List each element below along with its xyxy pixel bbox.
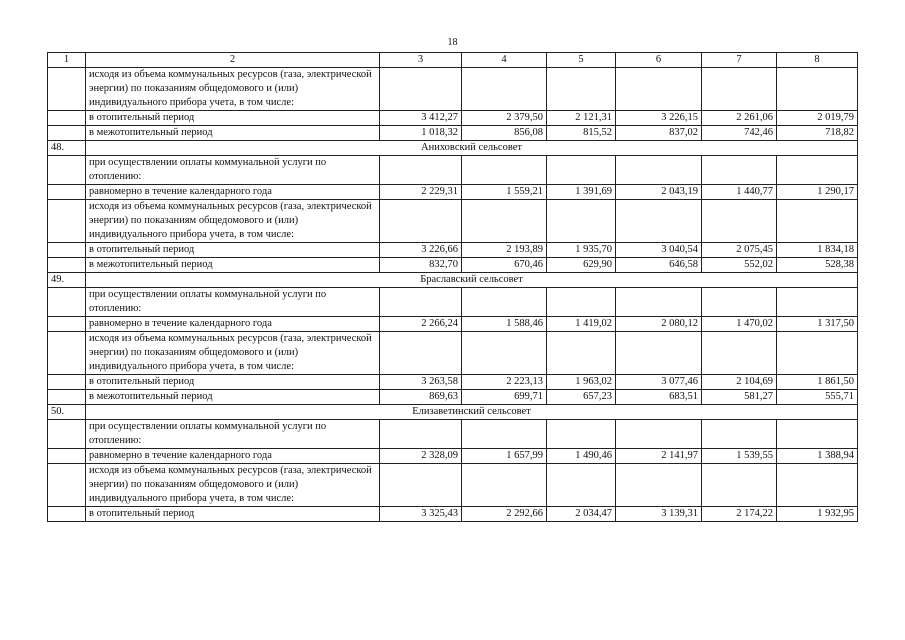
row-label: равномерно в течение календарного года bbox=[86, 449, 380, 464]
value-cell bbox=[702, 288, 777, 317]
value-cell: 1 834,18 bbox=[777, 243, 858, 258]
empty-cell bbox=[48, 156, 86, 185]
tariff-table bbox=[47, 52, 858, 522]
value-cell bbox=[616, 288, 702, 317]
row-label: в межотопительный период bbox=[86, 126, 380, 141]
value-cell bbox=[547, 464, 616, 507]
empty-cell bbox=[48, 200, 86, 243]
empty-cell bbox=[48, 243, 86, 258]
value-cell: 837,02 bbox=[616, 126, 702, 141]
value-cell bbox=[380, 420, 462, 449]
value-cell bbox=[777, 332, 858, 375]
value-cell: 2 075,45 bbox=[702, 243, 777, 258]
value-cell bbox=[616, 420, 702, 449]
table-row bbox=[48, 390, 858, 405]
column-header: 8 bbox=[777, 53, 858, 68]
row-label: исходя из объема коммунальных ресурсов (газа, электрической энергии) по показаниям общедомового и (или) индивидуального прибора учета, в том числе: bbox=[86, 332, 380, 375]
value-cell: 2 104,69 bbox=[702, 375, 777, 390]
value-cell: 683,51 bbox=[616, 390, 702, 405]
row-label: при осуществлении оплаты коммунальной услуги по отоплению: bbox=[86, 156, 380, 185]
value-cell bbox=[616, 332, 702, 375]
table-row bbox=[48, 200, 858, 243]
section-row bbox=[48, 273, 858, 288]
empty-cell bbox=[48, 332, 86, 375]
value-cell bbox=[380, 288, 462, 317]
value-cell: 3 325,43 bbox=[380, 507, 462, 522]
value-cell bbox=[462, 464, 547, 507]
empty-cell bbox=[48, 390, 86, 405]
section-title: Браславский сельсовет bbox=[86, 273, 858, 288]
value-cell bbox=[380, 332, 462, 375]
value-cell bbox=[702, 200, 777, 243]
column-header: 3 bbox=[380, 53, 462, 68]
table-row bbox=[48, 258, 858, 273]
value-cell bbox=[462, 68, 547, 111]
table-row bbox=[48, 126, 858, 141]
table-row bbox=[48, 68, 858, 111]
table-row bbox=[48, 111, 858, 126]
empty-cell bbox=[48, 258, 86, 273]
value-cell: 3 226,15 bbox=[616, 111, 702, 126]
value-cell: 2 193,89 bbox=[462, 243, 547, 258]
value-cell: 2 229,31 bbox=[380, 185, 462, 200]
value-cell: 1 861,50 bbox=[777, 375, 858, 390]
value-cell bbox=[462, 288, 547, 317]
value-cell: 2 141,97 bbox=[616, 449, 702, 464]
value-cell bbox=[777, 156, 858, 185]
value-cell: 1 935,70 bbox=[547, 243, 616, 258]
column-header: 4 bbox=[462, 53, 547, 68]
value-cell: 2 121,31 bbox=[547, 111, 616, 126]
value-cell: 3 040,54 bbox=[616, 243, 702, 258]
value-cell bbox=[777, 288, 858, 317]
value-cell: 629,90 bbox=[547, 258, 616, 273]
empty-cell bbox=[48, 420, 86, 449]
row-label: при осуществлении оплаты коммунальной услуги по отоплению: bbox=[86, 420, 380, 449]
value-cell: 1 588,46 bbox=[462, 317, 547, 332]
value-cell bbox=[702, 156, 777, 185]
row-label: в отопительный период bbox=[86, 243, 380, 258]
value-cell: 2 292,66 bbox=[462, 507, 547, 522]
value-cell bbox=[462, 156, 547, 185]
value-cell: 646,58 bbox=[616, 258, 702, 273]
empty-cell bbox=[48, 449, 86, 464]
empty-cell bbox=[48, 126, 86, 141]
value-cell bbox=[462, 200, 547, 243]
value-cell: 2 328,09 bbox=[380, 449, 462, 464]
value-cell bbox=[702, 420, 777, 449]
value-cell: 832,70 bbox=[380, 258, 462, 273]
header-row bbox=[48, 53, 858, 68]
value-cell: 3 412,27 bbox=[380, 111, 462, 126]
value-cell bbox=[547, 332, 616, 375]
section-row bbox=[48, 141, 858, 156]
value-cell: 1 440,77 bbox=[702, 185, 777, 200]
value-cell bbox=[462, 420, 547, 449]
value-cell bbox=[380, 156, 462, 185]
table-row bbox=[48, 156, 858, 185]
value-cell: 699,71 bbox=[462, 390, 547, 405]
column-header: 1 bbox=[48, 53, 86, 68]
value-cell: 856,08 bbox=[462, 126, 547, 141]
column-header: 7 bbox=[702, 53, 777, 68]
value-cell: 1 490,46 bbox=[547, 449, 616, 464]
empty-cell bbox=[48, 507, 86, 522]
value-cell: 2 019,79 bbox=[777, 111, 858, 126]
value-cell: 2 261,06 bbox=[702, 111, 777, 126]
value-cell: 581,27 bbox=[702, 390, 777, 405]
value-cell: 815,52 bbox=[547, 126, 616, 141]
value-cell bbox=[547, 68, 616, 111]
value-cell: 1 391,69 bbox=[547, 185, 616, 200]
table-row bbox=[48, 288, 858, 317]
row-label: в отопительный период bbox=[86, 111, 380, 126]
row-label: исходя из объема коммунальных ресурсов (газа, электрической энергии) по показаниям общедомового и (или) индивидуального прибора учета, в том числе: bbox=[86, 464, 380, 507]
table-row bbox=[48, 420, 858, 449]
value-cell: 1 388,94 bbox=[777, 449, 858, 464]
table-row bbox=[48, 464, 858, 507]
value-cell: 1 419,02 bbox=[547, 317, 616, 332]
empty-cell bbox=[48, 375, 86, 390]
empty-cell bbox=[48, 68, 86, 111]
value-cell: 2 266,24 bbox=[380, 317, 462, 332]
value-cell bbox=[616, 464, 702, 507]
column-header: 6 bbox=[616, 53, 702, 68]
value-cell: 555,71 bbox=[777, 390, 858, 405]
empty-cell bbox=[48, 111, 86, 126]
value-cell bbox=[380, 68, 462, 111]
value-cell: 528,38 bbox=[777, 258, 858, 273]
value-cell: 2 034,47 bbox=[547, 507, 616, 522]
value-cell bbox=[777, 200, 858, 243]
value-cell: 3 077,46 bbox=[616, 375, 702, 390]
table-row bbox=[48, 375, 858, 390]
value-cell bbox=[616, 156, 702, 185]
value-cell: 1 657,99 bbox=[462, 449, 547, 464]
value-cell: 552,02 bbox=[702, 258, 777, 273]
value-cell bbox=[547, 288, 616, 317]
value-cell bbox=[777, 420, 858, 449]
empty-cell bbox=[48, 317, 86, 332]
section-index: 50. bbox=[48, 405, 86, 420]
value-cell bbox=[777, 68, 858, 111]
value-cell: 2 174,22 bbox=[702, 507, 777, 522]
table-row bbox=[48, 449, 858, 464]
value-cell: 1 539,55 bbox=[702, 449, 777, 464]
value-cell: 742,46 bbox=[702, 126, 777, 141]
table-row bbox=[48, 507, 858, 522]
empty-cell bbox=[48, 288, 86, 317]
value-cell: 2 043,19 bbox=[616, 185, 702, 200]
value-cell: 1 290,17 bbox=[777, 185, 858, 200]
row-label: исходя из объема коммунальных ресурсов (газа, электрической энергии) по показаниям общедомового и (или) индивидуального прибора учета, в том числе: bbox=[86, 200, 380, 243]
row-label: в отопительный период bbox=[86, 507, 380, 522]
value-cell: 657,23 bbox=[547, 390, 616, 405]
column-header: 2 bbox=[86, 53, 380, 68]
value-cell bbox=[547, 420, 616, 449]
value-cell: 869,63 bbox=[380, 390, 462, 405]
value-cell: 3 263,58 bbox=[380, 375, 462, 390]
row-label: в межотопительный период bbox=[86, 390, 380, 405]
table-row bbox=[48, 185, 858, 200]
value-cell bbox=[380, 200, 462, 243]
value-cell bbox=[547, 200, 616, 243]
empty-cell bbox=[48, 185, 86, 200]
value-cell: 2 379,50 bbox=[462, 111, 547, 126]
table-row bbox=[48, 317, 858, 332]
row-label: при осуществлении оплаты коммунальной услуги по отоплению: bbox=[86, 288, 380, 317]
row-label: в межотопительный период bbox=[86, 258, 380, 273]
row-label: равномерно в течение календарного года bbox=[86, 317, 380, 332]
table-row bbox=[48, 243, 858, 258]
value-cell: 1 470,02 bbox=[702, 317, 777, 332]
value-cell: 3 226,66 bbox=[380, 243, 462, 258]
value-cell: 670,46 bbox=[462, 258, 547, 273]
value-cell bbox=[616, 200, 702, 243]
table-row bbox=[48, 332, 858, 375]
value-cell: 1 559,21 bbox=[462, 185, 547, 200]
value-cell: 1 018,32 bbox=[380, 126, 462, 141]
value-cell bbox=[702, 68, 777, 111]
value-cell bbox=[616, 68, 702, 111]
row-label: исходя из объема коммунальных ресурсов (газа, электрической энергии) по показаниям общедомового и (или) индивидуального прибора учета, в том числе: bbox=[86, 68, 380, 111]
page-number: 18 bbox=[447, 37, 458, 48]
section-row bbox=[48, 405, 858, 420]
empty-cell bbox=[48, 464, 86, 507]
value-cell: 2 223,13 bbox=[462, 375, 547, 390]
value-cell bbox=[380, 464, 462, 507]
value-cell: 1 963,02 bbox=[547, 375, 616, 390]
value-cell bbox=[462, 332, 547, 375]
value-cell bbox=[547, 156, 616, 185]
section-index: 49. bbox=[48, 273, 86, 288]
value-cell bbox=[702, 332, 777, 375]
value-cell: 1 317,50 bbox=[777, 317, 858, 332]
section-title: Аниховский сельсовет bbox=[86, 141, 858, 156]
column-header: 5 bbox=[547, 53, 616, 68]
section-index: 48. bbox=[48, 141, 86, 156]
value-cell bbox=[702, 464, 777, 507]
row-label: в отопительный период bbox=[86, 375, 380, 390]
value-cell: 1 932,95 bbox=[777, 507, 858, 522]
value-cell: 3 139,31 bbox=[616, 507, 702, 522]
value-cell: 718,82 bbox=[777, 126, 858, 141]
value-cell bbox=[777, 464, 858, 507]
row-label: равномерно в течение календарного года bbox=[86, 185, 380, 200]
value-cell: 2 080,12 bbox=[616, 317, 702, 332]
section-title: Елизаветинский сельсовет bbox=[86, 405, 858, 420]
